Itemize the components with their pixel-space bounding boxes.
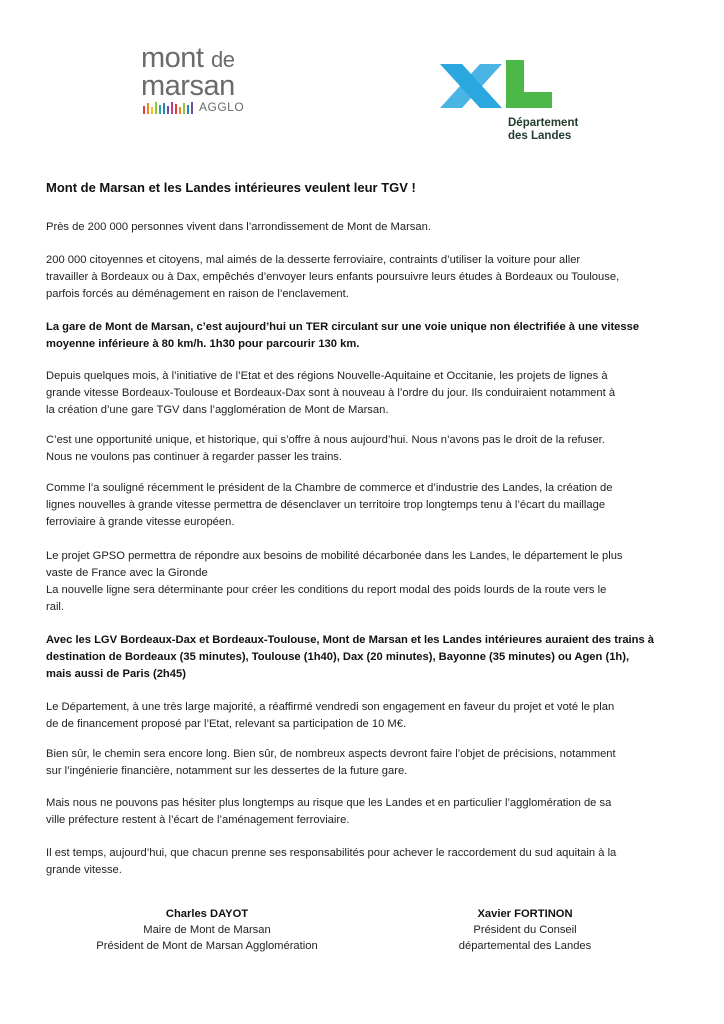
- paragraph: [46, 699, 686, 733]
- paragraph: [46, 845, 686, 879]
- logo-word-mont: mont: [141, 42, 204, 74]
- paragraph-line: Avec les LGV Bordeaux-Dax et Bordeaux-Toulouse, Mont de Marsan et les Landes intérieures auraient des trains à: [46, 634, 655, 646]
- logo-color-bar: [143, 106, 145, 114]
- paragraph-line: Nous ne voulons pas continuer à regarder passer les trains.: [46, 451, 343, 463]
- mont-de-marsan-agglo-logo: [141, 44, 261, 112]
- paragraph-line: Depuis quelques mois, à l’initiative de l’Etat et des régions Nouvelle-Aquitaine et Occitanie, les projets de lignes à: [46, 370, 608, 382]
- signatory-name: Charles DAYOT: [165, 908, 249, 920]
- paragraph-line: de de financement proposé par l’Etat, relevant sa participation de 10 M€.: [46, 718, 407, 730]
- paragraph: [46, 548, 686, 616]
- xl-logo-mark-icon: [440, 56, 560, 116]
- logo-color-bar: [183, 103, 185, 114]
- paragraph: [46, 219, 686, 236]
- logo-color-bars: [143, 102, 193, 114]
- paragraph: [46, 746, 686, 780]
- paragraph-line: Le projet GPSO permettra de répondre aux besoins de mobilité décarbonée dans les Landes, le département le plus: [46, 550, 623, 562]
- paragraph: [46, 252, 686, 303]
- departement-name: [508, 117, 578, 143]
- paragraph-line: Près de 200 000 personnes vivent dans l’arrondissement de Mont de Marsan.: [46, 221, 431, 233]
- paragraph-line: Bien sûr, le chemin sera encore long. Bien sûr, de nombreux aspects devront faire l’objet de précisions, notamment: [46, 748, 616, 760]
- signature-right: [430, 906, 620, 954]
- paragraph: [46, 795, 686, 829]
- paragraph-line: Le Département, à une très large majorité, a réaffirmé vendredi son engagement en faveur du projet et voté le plan: [46, 701, 615, 713]
- paragraph: [46, 632, 686, 683]
- paragraph: [46, 319, 686, 353]
- departement-line1: Département: [508, 117, 579, 129]
- paragraph-line: C’est une opportunité unique, et historique, qui s’offre à nous aujourd’hui. Nous n’avons pas le droit de la refuser.: [46, 434, 605, 446]
- paragraph: [46, 368, 686, 419]
- signatory-role: départemental des Landes: [458, 940, 592, 952]
- logo-color-bar: [191, 102, 193, 114]
- logo-color-bar: [179, 107, 181, 114]
- paragraph-line: la création d’une gare TGV dans l’agglomération de Mont de Marsan.: [46, 404, 389, 416]
- paragraph-line: La nouvelle ligne sera déterminante pour créer les conditions du report modal des poids lourds de la route vers le: [46, 584, 607, 596]
- logo-color-bar: [187, 105, 189, 114]
- paragraph-line: ferroviaire à grande vitesse européen.: [46, 516, 235, 528]
- paragraph-line: Mais nous ne pouvons pas hésiter plus longtemps au risque que les Landes et en particulier l’agglomération de sa: [46, 797, 612, 809]
- paragraph-line: 200 000 citoyennes et citoyens, mal aimés de la desserte ferroviaire, contraints d’utiliser la voiture pour aller: [46, 254, 581, 266]
- logo-color-bar: [147, 103, 149, 114]
- logo-color-bar: [151, 107, 153, 114]
- paragraph-line: vaste de France avec la Gironde: [46, 567, 208, 579]
- signatory-role: Président du Conseil: [473, 924, 577, 936]
- logo-color-bar: [163, 103, 165, 114]
- signatory-name: Xavier FORTINON: [477, 908, 573, 920]
- logo-color-bar: [159, 105, 161, 114]
- paragraph-line: rail.: [46, 601, 65, 613]
- logo-color-bar: [155, 102, 157, 114]
- paragraph-line: moyenne inférieure à 80 km/h. 1h30 pour parcourir 130 km.: [46, 338, 360, 350]
- signatory-role: Président de Mont de Marsan Agglomération: [96, 940, 318, 952]
- document-title: Mont de Marsan et les Landes intérieures veulent leur TGV !: [46, 180, 416, 195]
- paragraph-line: Comme l’a souligné récemment le président de la Chambre de commerce et d’industrie des Landes, la création de: [46, 482, 613, 494]
- paragraph-line: sur l’ingénierie financière, notamment sur les dessertes de la future gare.: [46, 765, 408, 777]
- logo-color-bar: [175, 104, 177, 114]
- paragraph-line: lignes nouvelles à grande vitesse permettra de désenclaver un territoire trop longtemps tenu à l’écart du maillage: [46, 499, 606, 511]
- paragraph-line: parfois forcés au déménagement en raison de l’enclavement.: [46, 288, 349, 300]
- paragraph-line: ville préfecture restent à l’écart de l’aménagement ferroviaire.: [46, 814, 350, 826]
- paragraph-line: travailler à Bordeaux ou à Dax, empêchés d’envoyer leurs enfants poursuivre leurs études à Bordeaux ou Toulouse,: [46, 271, 620, 283]
- paragraph-line: Il est temps, aujourd’hui, que chacun prenne ses responsabilités pour achever le raccordement du sud aquitain à la: [46, 847, 617, 859]
- logo-color-bar: [171, 102, 173, 114]
- signature-left: [72, 906, 342, 954]
- logo-word-de: de: [211, 47, 235, 72]
- paragraph: [46, 480, 686, 531]
- paragraph-line: La gare de Mont de Marsan, c’est aujourd’hui un TER circulant sur une voie unique non électrifiée à une vitesse: [46, 321, 640, 333]
- signatory-role: Maire de Mont de Marsan: [143, 924, 271, 936]
- paragraph-line: grande vitesse.: [46, 864, 122, 876]
- departement-des-landes-logo: [440, 56, 600, 148]
- logo-word-marsan: marsan: [141, 70, 235, 102]
- departement-line2: des Landes: [508, 130, 572, 142]
- logo-word-agglo: AGGLO: [199, 100, 245, 114]
- paragraph-line: mais aussi de Paris (2h45): [46, 668, 186, 680]
- paragraph: [46, 432, 686, 466]
- logo-color-bar: [167, 106, 169, 114]
- paragraph-line: grande vitesse Bordeaux-Toulouse et Bordeaux-Dax sont à nouveau à l’ordre du jour. Ils conduiraient notamment à: [46, 387, 616, 399]
- paragraph-line: destination de Bordeaux (35 minutes), Toulouse (1h40), Dax (20 minutes), Bayonne (35 minutes) ou Agen (1h),: [46, 651, 630, 663]
